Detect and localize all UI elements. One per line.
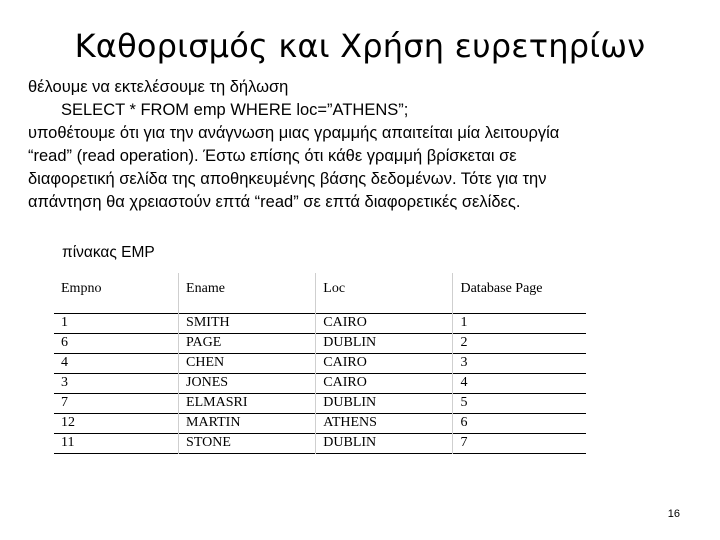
- database-page-cell: 2: [453, 333, 586, 353]
- ename-cell: CHEN: [179, 353, 316, 373]
- empno-cell: 12: [61, 414, 75, 430]
- empno-cell: 3: [61, 374, 68, 390]
- body-line: διαφορετική σελίδα της αποθηκευμένης βάσης δεδομένων. Τότε για την: [28, 170, 547, 188]
- emp-table: [54, 273, 586, 454]
- ename-cell: PAGE: [179, 333, 316, 353]
- loc-cell: CAIRO: [316, 373, 453, 393]
- table-row: [54, 433, 586, 453]
- database-page-cell: 7: [453, 433, 586, 453]
- table-row: [54, 333, 586, 353]
- column-header-ename: Ename: [179, 273, 316, 313]
- table-row: [54, 373, 586, 393]
- loc-cell: DUBLIN: [316, 333, 453, 353]
- loc-cell: ATHENS: [316, 413, 453, 433]
- database-page-cell: 4: [453, 373, 586, 393]
- page-number: 16: [667, 508, 680, 520]
- slide-title: Καθορισμός και Χρήση ευρετηρίων: [74, 27, 646, 65]
- empno-cell: 1: [61, 314, 68, 330]
- table-row: [54, 353, 586, 373]
- database-page-cell: 1: [453, 313, 586, 333]
- body-line: “read” (read operation). Έστω επίσης ότι κάθε γραμμή βρίσκεται σε: [28, 147, 517, 165]
- body-line: απάντηση θα χρειαστούν επτά “read” σε επτά διαφορετικές σελίδες.: [28, 193, 521, 211]
- loc-cell: DUBLIN: [316, 433, 453, 453]
- table-caption: πίνακας EMP: [62, 244, 155, 261]
- column-header-loc: Loc: [316, 273, 453, 313]
- table-header-row: [54, 273, 586, 313]
- table-row: [54, 393, 586, 413]
- sql-statement: SELECT * FROM emp WHERE loc=”ATHENS”;: [61, 101, 409, 119]
- loc-cell: CAIRO: [316, 353, 453, 373]
- body-line: θέλουμε να εκτελέσουμε τη δήλωση: [28, 78, 289, 96]
- loc-cell: CAIRO: [316, 313, 453, 333]
- empno-cell: 7: [61, 394, 68, 410]
- empno-cell: 11: [61, 434, 75, 450]
- ename-cell: SMITH: [179, 313, 316, 333]
- database-page-cell: 6: [453, 413, 586, 433]
- ename-cell: STONE: [179, 433, 316, 453]
- column-header-database-page: Database Page: [453, 273, 586, 313]
- column-header-empno: Empno: [61, 281, 102, 296]
- table-row: [54, 413, 586, 433]
- database-page-cell: 5: [453, 393, 586, 413]
- ename-cell: ELMASRI: [179, 393, 316, 413]
- body-line: υποθέτουμε ότι για την ανάγνωση μιας γραμμής απαιτείται μία λειτουργία: [28, 124, 560, 142]
- table-row: [54, 313, 586, 333]
- ename-cell: MARTIN: [179, 413, 316, 433]
- empno-cell: 4: [61, 354, 68, 370]
- database-page-cell: 3: [453, 353, 586, 373]
- loc-cell: DUBLIN: [316, 393, 453, 413]
- ename-cell: JONES: [179, 373, 316, 393]
- slide-body-text: [28, 76, 698, 214]
- empno-cell: 6: [61, 334, 68, 350]
